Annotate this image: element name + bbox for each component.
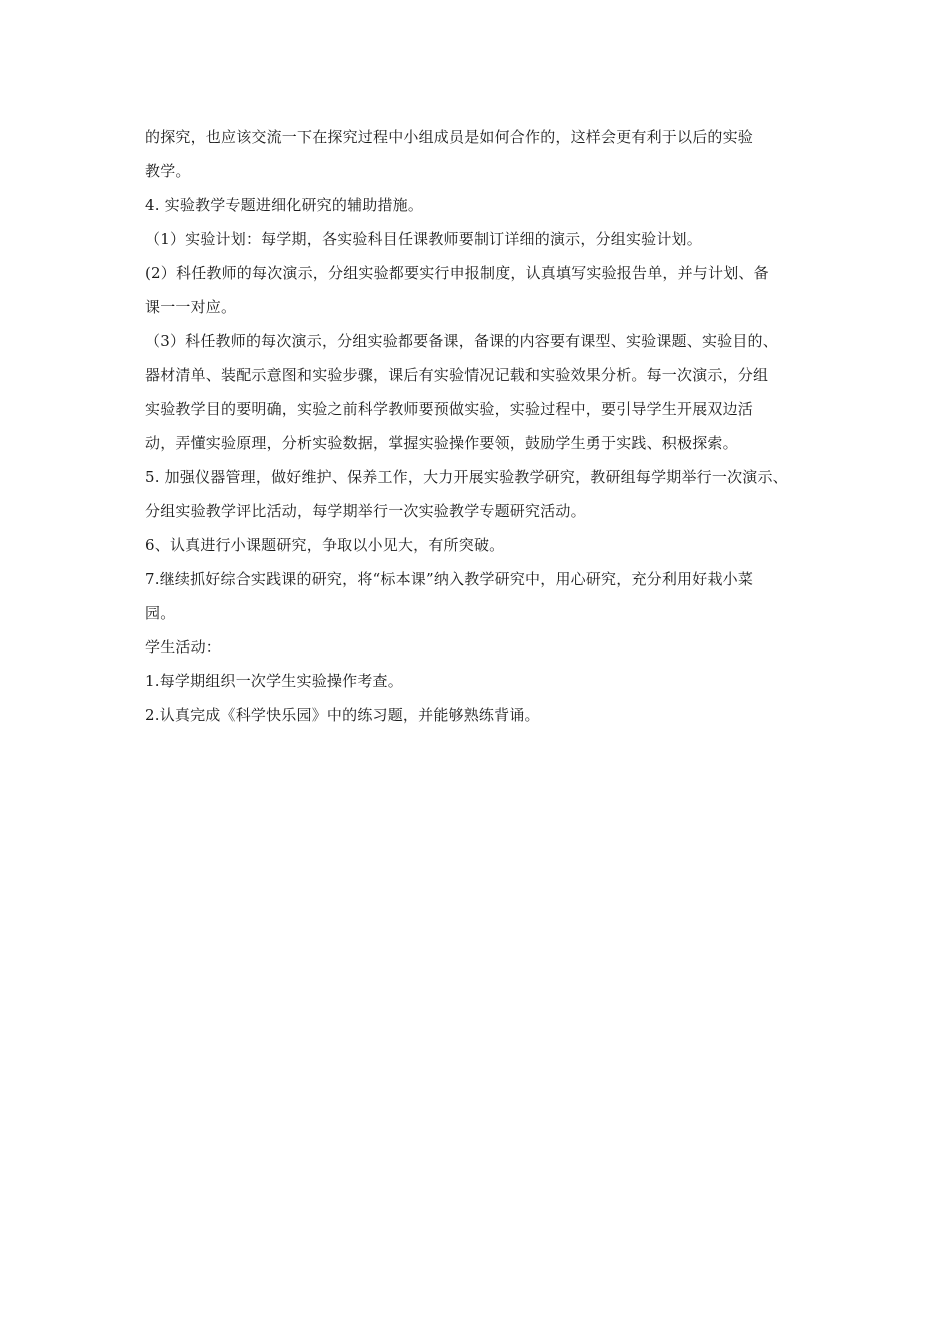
document-body [145,120,817,732]
paragraph-line: 教学。 [145,162,191,180]
list-item: 1.每学期组织一次学生实验操作考查。 [145,672,403,690]
paragraph-line: 6、认真进行小课题研究，争取以小见大，有所突破。 [145,536,505,554]
section-heading: 学生活动： [145,638,222,656]
paragraph-line: 器材清单、装配示意图和实验步骤，课后有实验情况记载和实验效果分析。每一次演示，分组 [145,366,769,384]
paragraph-line: 实验教学目的要明确，实验之前科学教师要预做实验，实验过程中，要引导学生开展双边活 [145,400,754,418]
paragraph-line: 园。 [145,604,176,622]
paragraph-line: （3）科任教师的每次演示，分组实验都要备课，备课的内容要有课型、实验课题、实验目的、 [145,332,778,350]
list-item: 2.认真完成《科学快乐园》中的练习题，并能够熟练背诵。 [145,706,540,724]
paragraph-line: （1）实验计划：每学期，各实验科目任课教师要制订详细的演示，分组实验计划。 [145,230,702,248]
section-heading: 4. 实验教学专题进细化研究的辅助措施。 [145,196,424,214]
paragraph-line: 5. 加强仪器管理，做好维护、保养工作，大力开展实验教学研究，教研组每学期举行一次演示、 [145,468,788,486]
paragraph-line: 7.继续抓好综合实践课的研究，将“标本课”纳入教学研究中，用心研究，充分利用好栽小菜 [145,570,754,588]
paragraph-line: 分组实验教学评比活动，每学期举行一次实验教学专题研究活动。 [145,502,586,520]
paragraph-line: 课一一对应。 [145,298,237,316]
paragraph-line: 的探究，也应该交流一下在探究过程中小组成员是如何合作的，这样会更有利于以后的实验 [145,128,754,146]
paragraph-line: (2）科任教师的每次演示，分组实验都要实行申报制度，认真填写实验报告单，并与计划、备 [145,264,769,282]
paragraph-line: 动，弄懂实验原理，分析实验数据，掌握实验操作要领，鼓励学生勇于实践、积极探索。 [145,434,738,452]
